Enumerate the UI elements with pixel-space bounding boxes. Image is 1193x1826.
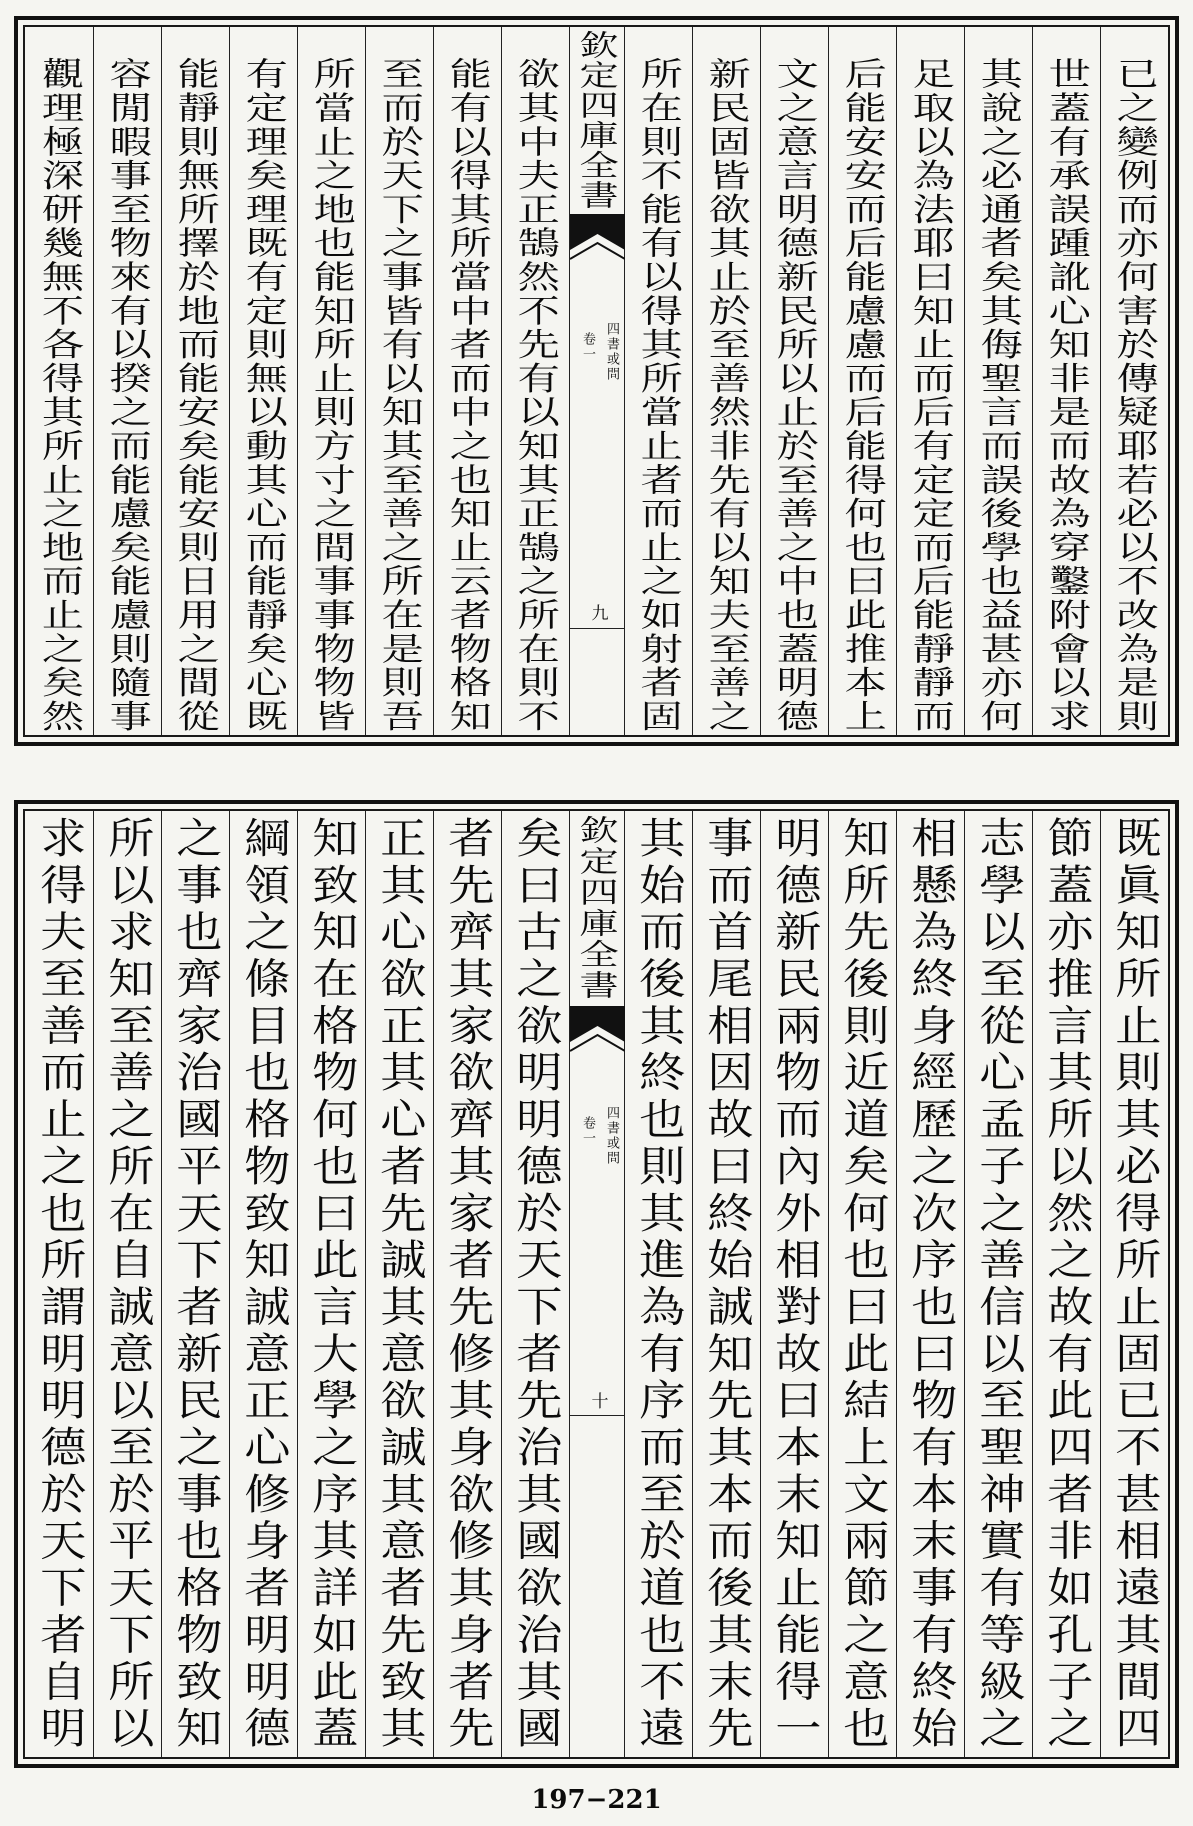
text-column <box>433 811 501 1757</box>
column-text: 知致知在格物何也曰此言大學之序其詳如此蓋 <box>305 816 360 1753</box>
column-text: 綱領之條目也格物致知誠意正心修身者明明德 <box>237 816 292 1753</box>
column-text: 者先齊其家欲齊其家者先修其身欲修其身者先 <box>441 816 496 1753</box>
column-text: 文之意言明德新民所以止於至善之中也蓋明德 <box>770 57 821 733</box>
fold-folio-number: 九 <box>591 604 609 624</box>
text-column <box>93 811 161 1757</box>
column-text: 既眞知所止則其必得所止固已不甚相遠其間四 <box>1108 816 1163 1753</box>
folio-rule <box>570 1415 624 1416</box>
column-text: 節蓋亦推言其所以然之故有此四者非如孔子之 <box>1040 816 1095 1753</box>
column-text: 觀理極深研幾無不各得其所止之地而止之矣然 <box>35 57 86 733</box>
column-text: 所以求知至善之所在自誠意以至於平天下所以 <box>101 816 156 1753</box>
column-text: 矣曰古之欲明明德於天下者先治其國欲治其國 <box>509 816 564 1753</box>
text-column <box>624 811 692 1757</box>
page-panel-lower <box>14 800 1179 1768</box>
column-text: 能有以得其所當中者而中之也知止云者物格知 <box>443 57 494 733</box>
page-number: 197−221 <box>531 1785 662 1815</box>
center-fold <box>569 811 624 1757</box>
fold-book-title: 四書或問 <box>604 1106 619 1166</box>
column-text: 所在則不能有以得其所當止者而止之如射者固 <box>634 57 685 733</box>
text-column <box>25 811 93 1757</box>
column-text: 事而首尾相因故曰終始誠知先其本而後其末先 <box>700 816 755 1753</box>
column-text: 世蓋有承誤踵訛心知非是而故為穿鑿附會以求 <box>1042 57 1093 733</box>
text-column <box>964 811 1032 1757</box>
column-text: 求得夫至善而止之也所謂明明德於天下者自明 <box>33 816 88 1753</box>
panel-inner-border <box>23 25 1170 737</box>
text-column <box>828 811 896 1757</box>
column-grid <box>25 811 1168 1757</box>
fold-volume-label: 卷一 <box>580 1116 595 1146</box>
panel-inner-border <box>23 809 1170 1759</box>
column-text: 其說之必通者矣其侮聖言而誤後學也益甚亦何 <box>974 57 1025 733</box>
text-column <box>896 811 964 1757</box>
column-text: 足取以為法耶曰知止而后有定定而后能靜靜而 <box>906 57 957 733</box>
column-text: 能靜則無所擇於地而能安矣能安則日用之間從 <box>171 57 222 733</box>
text-column <box>229 811 297 1757</box>
column-text: 所當止之地也能知所止則方寸之間事事物物皆 <box>307 57 358 733</box>
text-column <box>1100 811 1168 1757</box>
column-grid <box>25 27 1168 735</box>
text-column <box>365 811 433 1757</box>
fishtail-fill <box>570 1006 625 1042</box>
text-column <box>297 811 365 1757</box>
column-text: 有定理矣理既有定則無以動其心而能靜矣心既 <box>239 57 290 733</box>
fold-book-title: 四書或問 <box>604 322 619 382</box>
text-column <box>161 811 229 1757</box>
column-text: 相懸為終身經歷之次序也曰物有本末事有終始 <box>904 816 959 1753</box>
fold-header-title: 欽定四庫全書 <box>574 815 620 1001</box>
column-text: 明德新民兩物而內外相對故曰本末知止能得一 <box>768 816 823 1753</box>
text-column <box>624 27 692 735</box>
fishtail-mark <box>570 1006 625 1058</box>
column-text: 其始而後其終也則其進為有序而至於道也不遠 <box>632 816 687 1753</box>
text-column <box>25 27 93 735</box>
fold-volume-label: 卷一 <box>580 332 595 362</box>
column-text: 新民固皆欲其止於至善然非先有以知夫至善之 <box>702 57 753 733</box>
column-text: 之事也齊家治國平天下者新民之事也格物致知 <box>169 816 224 1753</box>
column-text: 已之變例而亦何害於傳疑耶若必以不改為是則 <box>1110 57 1161 733</box>
fold-folio-number: 十 <box>591 1392 609 1412</box>
column-text: 容閒暇事至物來有以揆之而能慮矣能慮則隨事 <box>103 57 154 733</box>
column-text: 知所先後則近道矣何也曰此結上文兩節之意也 <box>836 816 891 1753</box>
column-text: 至而於天下之事皆有以知其至善之所在是則吾 <box>375 57 426 733</box>
fold-header-title: 欽定四庫全書 <box>574 30 620 210</box>
fishtail-line <box>570 1035 625 1051</box>
text-column <box>760 811 828 1757</box>
column-text: 欲其中夫正鵠然不先有以知其正鵠之所在則不 <box>511 57 562 733</box>
page-panel-upper <box>14 16 1179 746</box>
column-text: 后能安安而后能慮慮而后能得何也曰此推本上 <box>838 57 889 733</box>
text-column <box>501 811 569 1757</box>
column-text: 正其心欲正其心者先誠其意欲誠其意者先致其 <box>373 816 428 1753</box>
text-column <box>692 811 760 1757</box>
column-text: 志學以至從心孟子之善信以至聖神實有等級之 <box>972 816 1027 1753</box>
text-column <box>1032 811 1100 1757</box>
